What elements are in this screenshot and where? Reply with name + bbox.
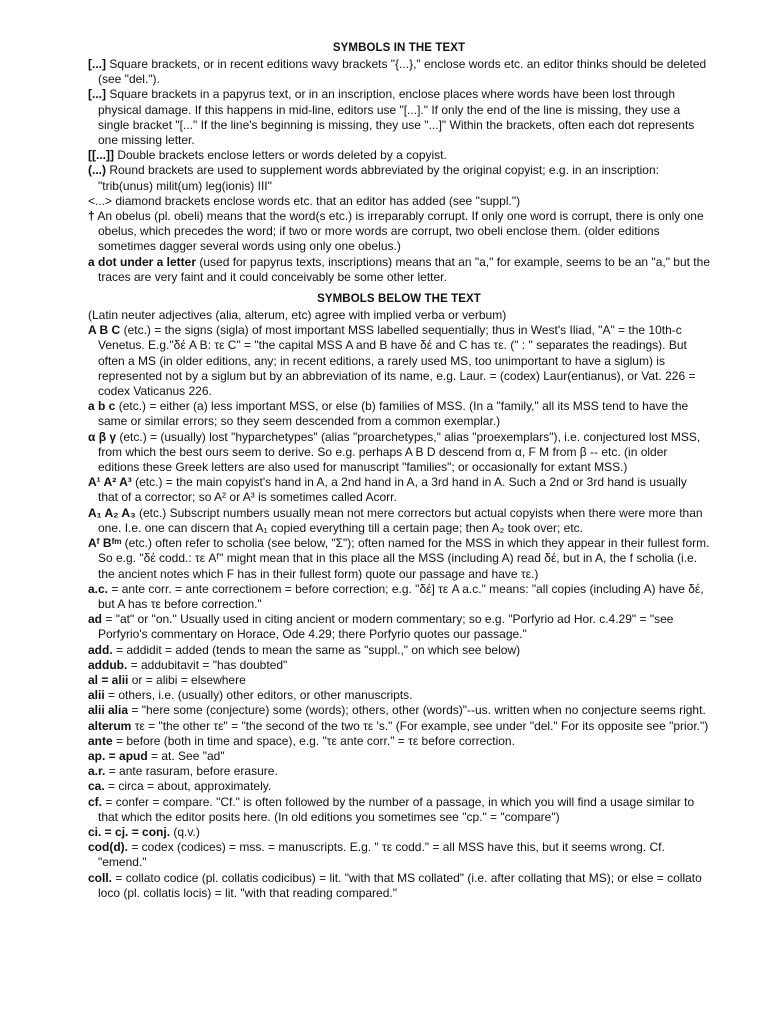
entry-term: Aᶠ Bᶠᵐ xyxy=(88,536,122,551)
entry xyxy=(88,148,710,163)
entry xyxy=(88,57,710,87)
entry-text: = "at" or "on." Usually used in citing ancient or modern commentary; so e.g. "Porfyrio ad Hor. c.4.29" = "see Porfyrio's commentary on Horace, Ode 4.29; there Porfyrio quotes our passage." xyxy=(98,612,674,642)
entry-text: (etc.) Subscript numbers usually mean not mere correctors but actual copyists when there were more than one. I.e. one can discern that A₁ copied everything till a certain page; then A₂ took over; etc. xyxy=(98,505,703,535)
entry xyxy=(88,779,710,794)
entry-text: = ante corr. = ante correctionem = before correction; e.g. "δέ] τε A a.c." means: "all copies (including A) have δέ, but A has τε before correction." xyxy=(98,581,704,611)
entry-text: = addubitavit = "has doubted" xyxy=(127,657,288,672)
entry xyxy=(88,475,710,505)
entry xyxy=(88,764,710,779)
entry-term: A¹ A² A³ xyxy=(88,475,132,490)
entry xyxy=(88,825,710,840)
entry-term: ap. = apud xyxy=(88,748,148,763)
entry xyxy=(88,688,710,703)
entry xyxy=(88,871,710,901)
entry-text: Double brackets enclose letters or words deleted by a copyist. xyxy=(114,148,447,163)
entry-term: alii alia xyxy=(88,703,129,718)
entry-term: addub. xyxy=(88,657,128,672)
entry-term: A₁ A₂ A₃ xyxy=(88,505,136,520)
entry-text: = collato codice (pl. collatis codicibus) = lit. "with that MS collated" (i.e. after collating that MS); or else = collato loco (pl. collatis locis) = lit. "with that reading compared." xyxy=(98,870,702,900)
entry xyxy=(88,194,710,209)
entry xyxy=(88,506,710,536)
entry xyxy=(88,795,710,825)
entry-term: A B C xyxy=(88,323,121,338)
entry-term: [...] xyxy=(88,57,106,71)
entry-term: a.r. xyxy=(88,764,106,779)
entry-text: or = alibi = elsewhere xyxy=(128,672,246,687)
entry-text: (etc.) = either (a) less important MSS, or else (b) families of MSS. (In a "family," all its MSS tend to have the same or similar errors; so they seem descended from a common exemplar.) xyxy=(98,399,689,429)
entry-term: alii xyxy=(88,688,105,703)
entry-text: (etc.) = the signs (sigla) of most important MSS labelled sequentially; thus in West's Iliad, "A" = the 10th-c Venetus. E.g."δέ A B: τε C" = "the capital MSS A and B have δέ and C has τε. (" : " separates the readings). But often a MS (in older editions, any; in recent editions, a rarely used MS, too unimportant to have a siglum) is represented not by a siglum but by an abbreviation of its name, e.g. Laur. = (codex) Laur(entianus), or Vat. 226 = codex Vaticanus 226. xyxy=(98,323,696,399)
entry xyxy=(88,719,710,734)
entry-text: = codex (codices) = mss. = manuscripts. E.g. " τε codd." = all MSS have this, but it seems wrong. Cf. "emend." xyxy=(98,840,665,870)
entry-text: = ante rasuram, before erasure. xyxy=(105,764,278,779)
entry xyxy=(88,87,710,148)
entry-text: An obelus (pl. obeli) means that the word(s etc.) is irreparably corrupt. If only one word is corrupt, there is only one obelus, which precedes the word; if two or more words are corrupt, two obeli enclose them. (older editions sometimes dagger several words using only one obelus.) xyxy=(94,209,704,254)
entry xyxy=(88,643,710,658)
entry xyxy=(88,582,710,612)
entry-term: al = alii xyxy=(88,672,129,687)
entry-text: = circa = about, approximately. xyxy=(104,779,272,794)
entry-term: cf. xyxy=(88,794,103,809)
entry-term: coll. xyxy=(88,870,113,885)
entry xyxy=(88,749,710,764)
entry xyxy=(88,323,710,399)
entry xyxy=(88,399,710,429)
entry-text: Square brackets in a papyrus text, or in an inscription, enclose places where words have been lost through physical damage. If this happens in mid-line, editors use "[...]." If only the end of the line is missing, they use a single bracket "[..." If the line's beginning is missing, they use "...]" Within the brackets, often each dot represents one missing letter. xyxy=(98,87,695,148)
entry xyxy=(88,673,710,688)
entry-term: (...) xyxy=(88,163,106,178)
entry xyxy=(88,703,710,718)
entry-text: = confer = compare. "Cf." is often followed by the number of a passage, in which you will find a usage similar to that which the editor posits here. (In old editions you sometimes see "cp." = "compare") xyxy=(98,794,695,824)
entry-term: [[...]] xyxy=(88,148,114,163)
entry-term: cod(d). xyxy=(88,840,128,855)
section2-intro: (Latin neuter adjectives (alia, alterum, etc) agree with implied verba or verbum) xyxy=(88,308,507,323)
entry-text: = addidit = added (tends to mean the same as "suppl.," on which see below) xyxy=(112,642,521,657)
entry xyxy=(88,612,710,642)
entry-term: α β γ xyxy=(88,429,117,444)
entry-text: τε = "the other τε" = "the second of the two τε 's." (For example, see under "del." For its opposite see "prior.") xyxy=(131,718,709,733)
entry-text: (etc.) = (usually) lost "hyparchetypes" (alias "proarchetypes," alias "proexemplars"), i.e. conjectured lost MSS, from which the best ours seem to derive. So e.g. perhaps A B D descend from α, F M from β -- etc. (in older editions these Greek letters are also used for manuscript "families"; or occasionally for extant MSS.) xyxy=(98,429,701,475)
entry xyxy=(88,658,710,673)
entry-term: ante xyxy=(88,733,113,748)
entry xyxy=(88,536,710,582)
entry xyxy=(88,163,710,193)
entry-term: ci. = cj. = conj. xyxy=(88,824,171,839)
entry-term: add. xyxy=(88,642,113,657)
entry-text: Square brackets, or in recent editions wavy brackets "{...}," enclose words etc. an editor thinks should be deleted (see "del."). xyxy=(98,57,707,87)
entry xyxy=(88,255,710,285)
entry xyxy=(88,734,710,749)
entry xyxy=(88,840,710,870)
entry-text: = "here some (conjecture) some (words); others, other (words)"--us. written when no conjecture seems right. xyxy=(128,703,706,718)
entry-text: = before (both in time and space), e.g. "τε ante corr." = τε before correction. xyxy=(112,733,515,748)
entry-term: a.c. xyxy=(88,581,109,596)
entry-text: = at. See "ad" xyxy=(147,748,225,763)
entry-text: (etc.) = the main copyist's hand in A, a 2nd hand in A, a 3rd hand in A. Such a 2nd or 3rd hand is usually that of a corrector; so A² or A³ is sometimes called Acorr. xyxy=(98,475,687,505)
entry-term: [...] xyxy=(88,87,106,102)
entry-term: a dot under a letter xyxy=(88,254,197,269)
entry-text: (used for papyrus texts, inscriptions) means that an "a," for example, seems to be an "a," but the traces are very faint and it could conceivably be some other letter. xyxy=(98,254,710,284)
entry-text: = others, i.e. (usually) other editors, or other manuscripts. xyxy=(104,688,413,703)
entry xyxy=(88,430,710,476)
entry xyxy=(88,209,710,255)
entry-text: <...> diamond brackets enclose words etc. that an editor has added (see "suppl.") xyxy=(88,193,521,208)
entry-term: a b c xyxy=(88,399,116,414)
entry-term: alterum xyxy=(88,718,132,733)
entry-text: Round brackets are used to supplement words abbreviated by the original copyist; e.g. in an inscription: "trib(unus) milit(um) leg(ionis) III" xyxy=(98,163,659,193)
entry-term: † xyxy=(88,209,95,224)
entry-term: ca. xyxy=(88,779,105,794)
section-title-symbols-below-text: SYMBOLS BELOW THE TEXT xyxy=(317,293,481,306)
section-title-symbols-in-text: SYMBOLS IN THE TEXT xyxy=(332,42,466,54)
entry-text: (etc.) often refer to scholia (see below, "Σ"); often named for the MSS in which they appear in their fullest form. So e.g. "δέ codd.: τε Aᶠ" might mean that in this place all the MSS (including A) read δέ, but in A, the f scholia (i.e. the ancient notes which F has in their fullest form) quote our passage and have τε.) xyxy=(98,536,710,581)
section1-entries xyxy=(88,57,710,285)
section2-entries xyxy=(88,323,710,901)
entry-term: ad xyxy=(88,612,103,627)
entry-text: (q.v.) xyxy=(170,824,200,839)
